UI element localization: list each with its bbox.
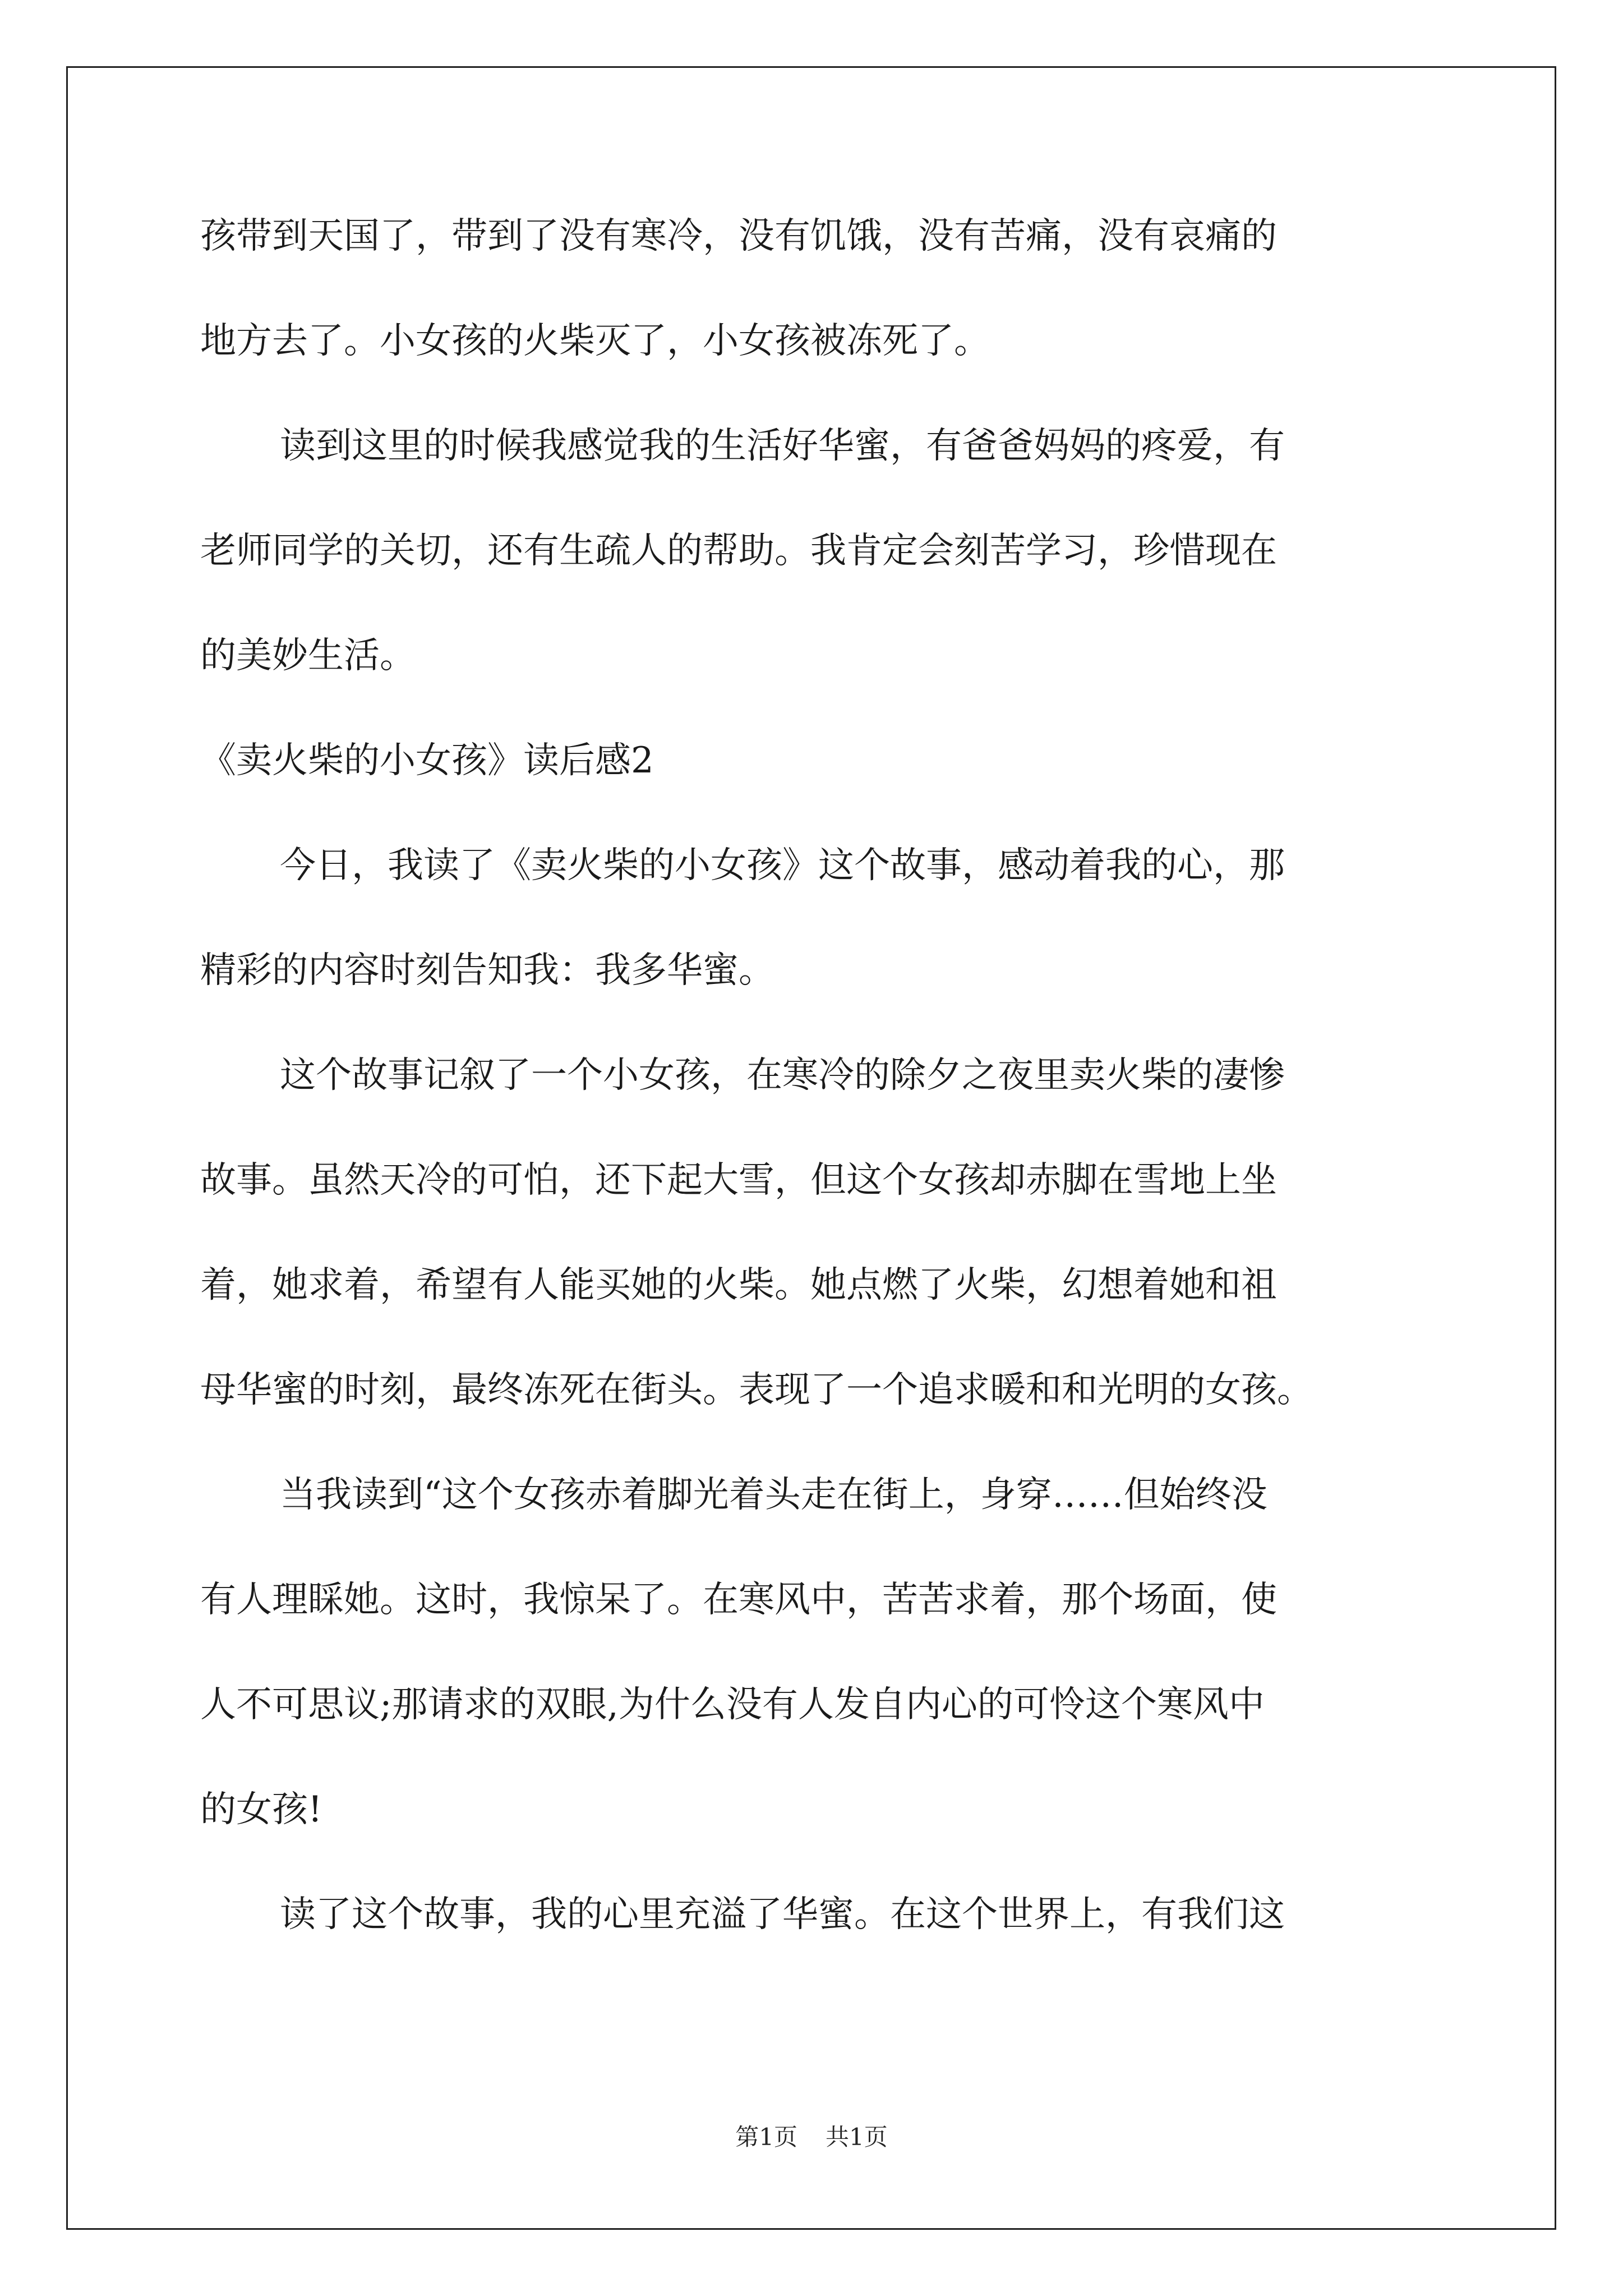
paragraph-start: 当我读到“这个女孩赤着脚光着头走在街上，身穿……但始终没 xyxy=(280,1474,1267,1516)
text-line: 老师同学的关切，还有生疏人的帮助。我肯定会刻苦学习，珍惜现在 xyxy=(200,530,1277,572)
text-line: 孩带到天国了，带到了没有寒冷，没有饥饿，没有苦痛，没有哀痛的 xyxy=(200,215,1277,257)
document-body xyxy=(200,215,1434,1936)
text-line: 精彩的内容时刻告知我：我多华蜜。 xyxy=(200,950,774,991)
text-line: 的美妙生活。 xyxy=(200,635,416,677)
text-line: 有人理睬她。这时，我惊呆了。在寒风中，苦苦求着，那个场面，使 xyxy=(200,1579,1277,1621)
page-number: 第1页 xyxy=(735,2123,797,2151)
page-total: 共1页 xyxy=(826,2123,888,2151)
text-line: 母华蜜的时刻，最终冻死在街头。表现了一个追求暖和和光明的女孩。 xyxy=(200,1369,1313,1411)
section-heading: 《卖火柴的小女孩》读后感2 xyxy=(200,740,654,781)
page-footer xyxy=(0,2123,1623,2151)
text-line: 的女孩! xyxy=(200,1789,322,1830)
text-line: 地方去了。小女孩的火柴灭了，小女孩被冻死了。 xyxy=(200,320,990,362)
paragraph-start: 今日，我读了《卖火柴的小女孩》这个故事，感动着我的心，那 xyxy=(280,845,1285,886)
text-line: 故事。虽然天冷的可怕，还下起大雪，但这个女孩却赤脚在雪地上坐 xyxy=(200,1159,1277,1201)
text-line: 人不可思议;那请求的双眼,为什么没有人发自内心的可怜这个寒风中 xyxy=(200,1684,1265,1726)
paragraph-start: 读了这个故事，我的心里充溢了华蜜。在这个世界上，有我们这 xyxy=(280,1894,1285,1935)
paragraph-start: 读到这里的时候我感觉我的生活好华蜜，有爸爸妈妈的疼爱，有 xyxy=(280,425,1285,467)
text-line: 着，她求着，希望有人能买她的火柴。她点燃了火柴，幻想着她和祖 xyxy=(200,1264,1277,1306)
paragraph-start: 这个故事记叙了一个小女孩，在寒冷的除夕之夜里卖火柴的凄惨 xyxy=(280,1055,1285,1096)
